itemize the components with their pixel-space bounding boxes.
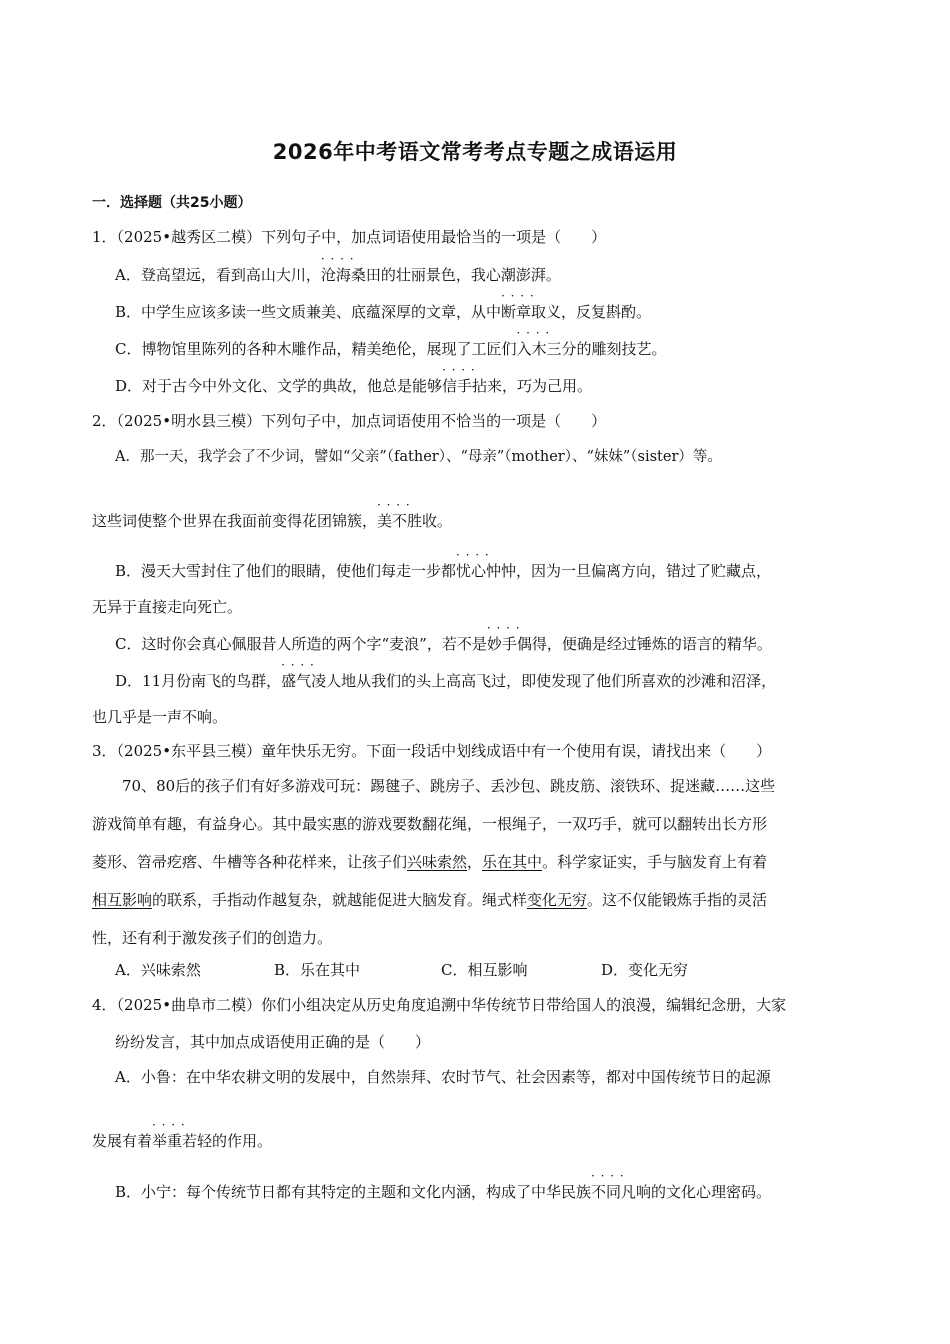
section-heading: 一．选择题（共25小题） [92, 195, 252, 211]
q4-stem-line2: 纷纷发言，其中加点成语使用正确的是（ ） [115, 1033, 431, 1051]
emphasized-idiom: · · · · 妙手偶得 [487, 635, 547, 653]
q4-option-a-line2: 发展有着· · · · 举重若轻的作用。 [92, 1131, 272, 1151]
q3-stem: 3．（2025•东平县三模）童年快乐无穷。下面一段话中划线成语中有一个使用有误，请找出来（ ） [92, 742, 772, 760]
q2-option-a-line1: A．那一天，我学会了不少词，譬如“父亲”（father）、“母亲”（mother）、“妹妹”（sister）等。 [115, 449, 722, 465]
q3-passage-line3: 菱形、笤帚疙瘩、牛槽等各种花样来，让孩子们兴味索然，乐在其中。科学家证实，手与脑发育上有着 [92, 853, 768, 871]
q3-option-a: A．兴味索然 [115, 961, 201, 979]
q4-stem-line1: 4．（2025•曲阜市二模）你们小组决定从历史角度追溯中华传统节日带给国人的浪漫，编辑纪念册，大家 [92, 996, 787, 1014]
emphasized-idiom: · · · · 举重若轻 [152, 1132, 212, 1150]
q3-passage-line4: 相互影响的联系，手指动作越复杂，就越能促进大脑发育。绳式样变化无穷。这不仅能锻炼手指的灵活 [92, 891, 768, 909]
q2-option-c: C．这时你会真心佩服昔人所造的两个字“麦浪”，若不是· · · · 妙手偶得，便确是经过锤炼的语言的精华。 [115, 634, 772, 654]
q2-option-b-line2: 无异于直接走向死亡。 [92, 598, 243, 616]
q2-option-a-line2: 这些词使整个世界在我面前变得花团锦簇，· · · · 美不胜收。 [92, 511, 452, 531]
underlined-idiom: 变化无穷 [527, 891, 588, 909]
q3-option-b: B．乐在其中 [274, 961, 361, 979]
q1-stem: 1．（2025•越秀区二模）下列句子中，加点词语使用最恰当的一项是（ ） [92, 228, 607, 246]
q1-option-b: B．中学生应该多读一些文质兼美、底蕴深厚的文章，从中· · · · 断章取义，反复斟酌。 [115, 302, 651, 322]
q1-option-d: D．对于古今中外文化、文学的典故，他总是能够· · · · 信手拈来，巧为己用。 [115, 376, 592, 396]
q1-option-a: A．登高望远，看到高山大川，· · · · 沧海桑田的壮丽景色，我心潮澎湃。 [115, 265, 561, 285]
emphasized-idiom: · · · · 美不胜收 [377, 512, 437, 530]
underlined-idiom: 兴味索然 [407, 853, 468, 871]
document-title: 2026年中考语文常考考点专题之成语运用 [272, 140, 678, 164]
q4-option-b: B．小宁：每个传统节日都有其特定的主题和文化内涵，构成了中华民族· · · · 不同凡响的文化心理密码。 [115, 1182, 771, 1202]
emphasized-idiom: · · · · 断章取义 [501, 303, 561, 321]
q2-option-d-line1: D．11月份南飞的鸟群，· · · · 盛气凌人地从我们的头上高高飞过，即使发现了他们所喜欢的沙滩和沼泽， [115, 671, 776, 691]
emphasized-idiom: · · · · 入木三分 [516, 340, 576, 358]
emphasized-idiom: · · · · 盛气凌人 [281, 672, 341, 690]
q3-option-d: D．变化无穷 [601, 961, 689, 979]
q3-passage-line1: 70、80后的孩子们有好多游戏可玩：踢毽子、跳房子、丢沙包、跳皮筋、滚铁环、捉迷藏……这些 [122, 777, 776, 795]
emphasized-idiom: · · · · 信手拈来 [442, 377, 502, 395]
q1-option-c: C．博物馆里陈列的各种木雕作品，精美绝伦，展现了工匠们· · · · 入木三分的雕刻技艺。 [115, 339, 667, 359]
q4-option-a-line1: A．小鲁：在中华农耕文明的发展中，自然崇拜、农时节气、社会因素等，都对中国传统节日的起源 [115, 1068, 771, 1086]
emphasized-idiom: · · · · 沧海桑田 [321, 266, 381, 284]
emphasized-idiom: · · · · 忧心忡忡 [456, 562, 516, 580]
q3-passage-line5: 性，还有利于激发孩子们的创造力。 [92, 929, 333, 947]
q3-option-c: C．相互影响 [441, 961, 528, 979]
q3-passage-line2: 游戏简单有趣，有益身心。其中最实惠的游戏要数翻花绳，一根绳子，一双巧手，就可以翻转出长方形 [92, 815, 768, 833]
q2-stem: 2．（2025•明水县三模）下列句子中，加点词语使用不恰当的一项是（ ） [92, 412, 607, 430]
q2-option-b-line1: B．漫天大雪封住了他们的眼睛，使他们每走一步都· · · · 忧心忡忡，因为一旦偏离方向，错过了贮藏点， [115, 561, 771, 581]
emphasized-idiom: · · · · 不同凡响 [591, 1183, 651, 1201]
underlined-idiom: 乐在其中 [482, 853, 543, 871]
q2-option-d-line2: 也几乎是一声不响。 [92, 708, 228, 726]
underlined-idiom: 相互影响 [92, 891, 153, 909]
